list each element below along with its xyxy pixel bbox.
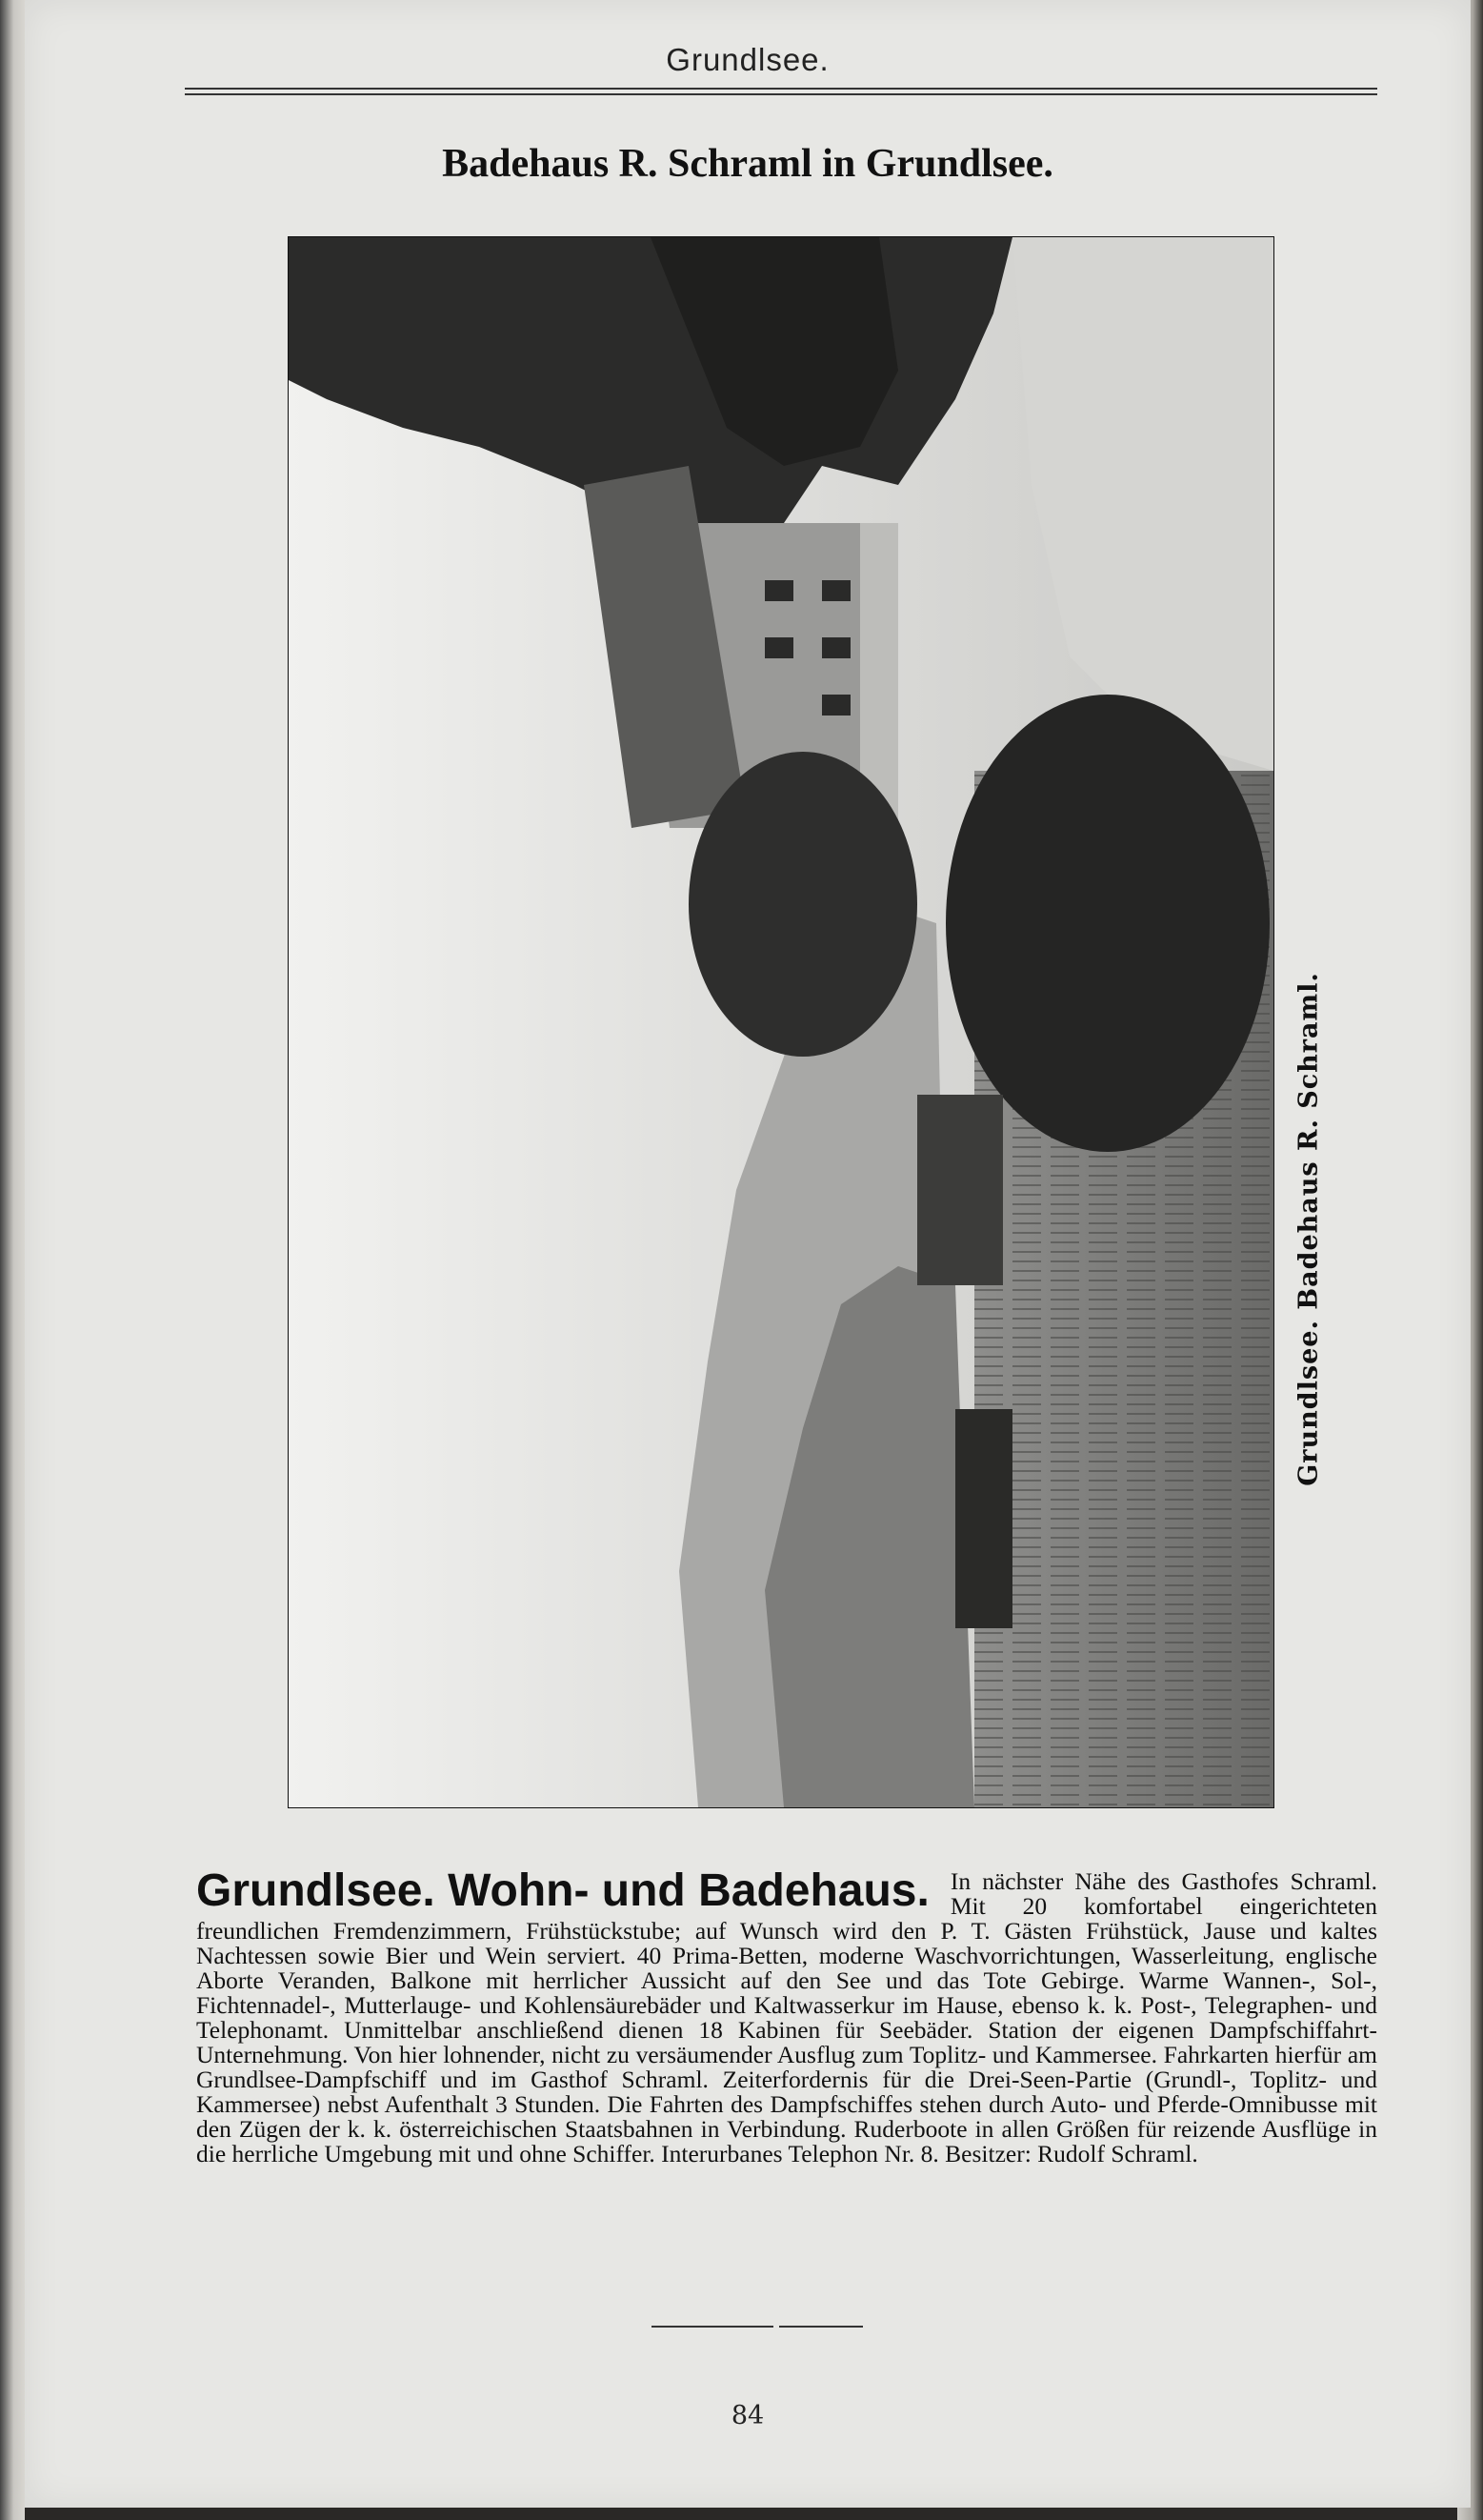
photo-rendering [289, 237, 1273, 1807]
running-head: Grundlsee. [666, 42, 830, 77]
page-title: Badehaus R. Schraml in Grundlsee. [442, 142, 1053, 186]
header-double-rule [185, 88, 1377, 95]
article-heading: Grundlsee. Wohn- und Badehaus. [196, 1865, 930, 1916]
page-number: 84 [731, 2401, 765, 2430]
photograph-badehaus [288, 236, 1274, 1808]
photo-boathouse [917, 1095, 1003, 1285]
photo-caption: Grundlsee. Badehaus R. Schraml. [1293, 972, 1324, 1486]
closing-rule-right [779, 2326, 863, 2328]
book-page [25, 0, 1471, 2508]
closing-rule-left [651, 2326, 773, 2328]
article-body: In nächster Nähe des Gasthofes Schraml. Mit 20 komfortabel eingerichteten freundlichen Fremdenzimmern, Frühstückstube; auf Wunsch wird den P. T. Gästen Frühstück, Jause und kaltes Nachtessen sowie Bier und Wein serviert. 40 Prima-Betten, moderne Waschvorrichtungen, Wasserleitung, englische Aborte Veranden, Balkone mit herrlicher Aussicht auf den See und das Tote Gebirge. Warme Wannen-, Sol-, Fichtennadel-, Mutterlauge- und Kohlensäurebäder und Kaltwasserkur im Hause, ebenso k. k. Post-, Telegraphen- und Telephonamt. Unmittelbar anschließend dienen 18 Kabinen für Seebäder. Station der eigenen Dampfschiffahrt-Unternehmung. Von hier lohnender, nicht zu versäumender Ausflug zum Toplitz- und Kammersee. Fahrkarten hierfür am Grundlsee-Dampfschiff und im Gasthof Schraml. Zeiterfordernis für die Drei-Seen-Partie (Grundl-, Toplitz- und Kammersee) nebst Aufenthalt 3 Stunden. Die Fahrten des Dampfschiffes stehen durch Auto- und Pferde-Omnibusse mit den Zügen der k. k. österreichischen Staatsbahnen in Verbindung. Ruderboote in allen Größen für reizende Ausflüge in die herrliche Umgebung mit und ohne Schiffer. Interurbanes Telephon Nr. 8. Besitzer: Rudolf Schraml. [196, 1867, 1377, 2167]
photo-steamboat [955, 1409, 1012, 1628]
book-spine [0, 0, 25, 2520]
article [196, 1865, 1377, 2167]
photo-bushes [946, 695, 1270, 1152]
